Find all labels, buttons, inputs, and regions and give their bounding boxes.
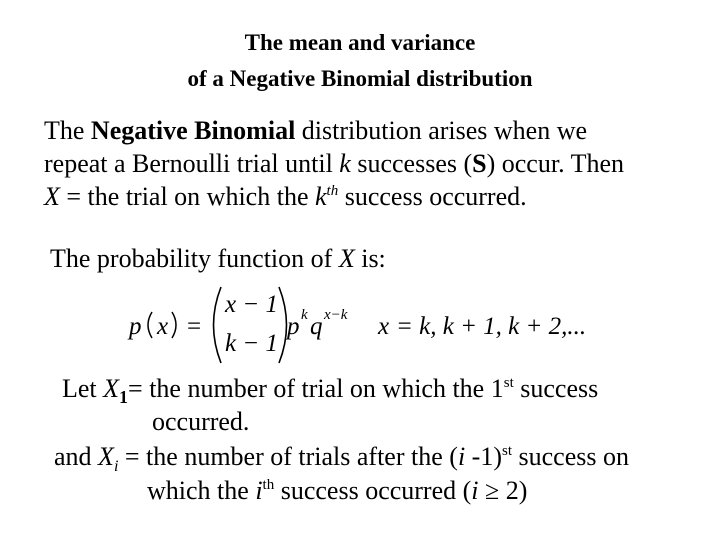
intro-line-3: X = the trial on which the $k^{th}$ success occurred. [44,182,527,211]
probability-function-label: The probability function of X is: [50,244,386,273]
formula-p: p [129,313,142,340]
range-x: x [378,313,390,340]
pmf-formula [125,285,595,365]
formula-q-exponent: x−k [324,307,348,323]
definition-x1-continued: occurred. [152,407,250,436]
range-values: = k, k + 1, k + 2,... [396,313,587,340]
pmf-formula-graphic [125,285,595,365]
formula-right-paren [172,312,176,338]
definition-x1: Let $X_1=$ the number of trial on which the 1st success [62,374,599,407]
slide-title-line-2: of a Negative Binomial distribution [187,66,533,91]
formula-left-paren [148,312,152,338]
intro-line-2: repeat a Bernoulli trial until k successes (S) occur. Then [44,149,625,178]
binomial-bottom: k − 1 [225,330,278,357]
formula-p-base: p [287,313,300,340]
definition-xi-continued: which the $i^{th}$ success occurred (i ≥ 2) [147,476,528,505]
formula-equals: = [187,313,202,340]
formula-p-exponent: k [301,307,308,323]
definition-xi: and $X_i$ = the number of trials after the (i -1)$^{st}$ success on [54,442,629,475]
intro-line-1: The Negative Binomial distribution arises when we [44,116,588,145]
binomial-left-paren [214,287,222,363]
term-negative-binomial: Negative Binomial [90,116,296,145]
binomial-right-paren [279,287,287,363]
slide-title-line-1: The mean and variance [244,30,476,55]
formula-q-base: q [310,313,323,340]
formula-x: x [157,313,169,340]
binomial-top: x − 1 [225,291,278,318]
